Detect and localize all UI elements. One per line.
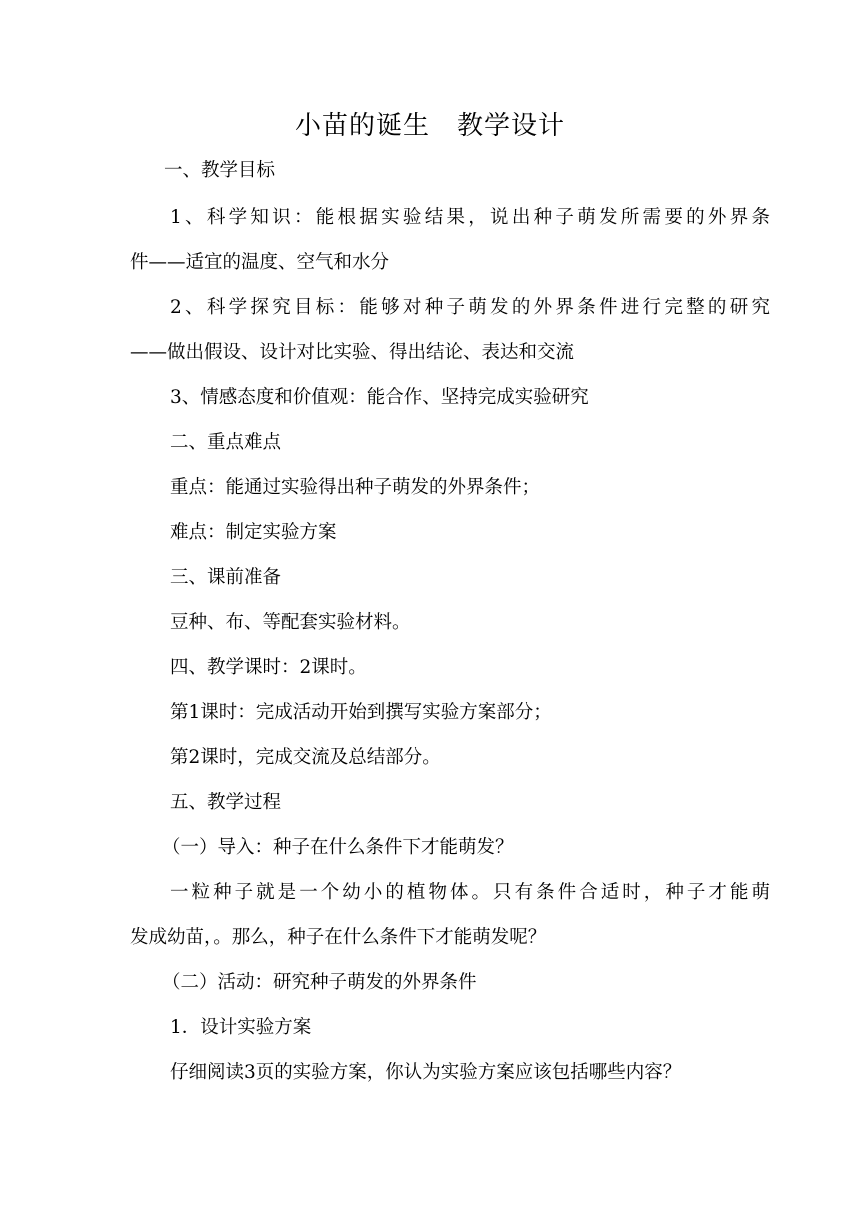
paragraph-lesson-2: 第2课时，完成交流及总结部分。	[170, 747, 441, 768]
heading-activity: （二）活动：研究种子萌发的外界条件	[162, 972, 477, 993]
paragraph-materials: 豆种、布、等配套实验材料。	[170, 612, 411, 633]
paragraph-key-point: 重点：能通过实验得出种子萌发的外界条件；	[170, 477, 541, 498]
paragraph-knowledge-line-2: 件——适宜的温度、空气和水分	[130, 252, 390, 273]
paragraph-attitude: 3、情感态度和价值观：能合作、坚持完成实验研究	[170, 387, 589, 408]
heading-teaching-process: 五、教学过程	[170, 792, 282, 813]
paragraph-introduction-line-2: 发成幼苗，。那么，种子在什么条件下才能萌发呢？	[130, 927, 547, 948]
heading-lesson-hours: 四、教学课时：2课时。	[170, 657, 367, 678]
heading-introduction: （一）导入：种子在什么条件下才能萌发？	[162, 837, 514, 858]
document-title: 小苗的诞生 教学设计	[294, 111, 565, 141]
paragraph-read-plan: 仔细阅读3页的实验方案，你认为实验方案应该包括哪些内容？	[170, 1062, 682, 1083]
paragraph-inquiry-line-2: ——做出假设、设计对比实验、得出结论、表达和交流	[130, 342, 575, 363]
heading-design-plan: 1．设计实验方案	[170, 1017, 312, 1038]
paragraph-introduction-line-1: 一粒种子就是一个幼小的植物体。只有条件合适时，种子才能萌	[170, 882, 770, 903]
paragraph-knowledge-line-1: 1、科学知识：能根据实验结果，说出种子萌发所需要的外界条	[170, 207, 770, 228]
heading-objectives: 一、教学目标	[164, 160, 276, 181]
heading-preparation: 三、课前准备	[170, 567, 282, 588]
paragraph-difficulty: 难点：制定实验方案	[170, 522, 337, 543]
paragraph-inquiry-line-1: 2、科学探究目标：能够对种子萌发的外界条件进行完整的研究	[170, 297, 770, 318]
paragraph-lesson-1: 第1课时：完成活动开始到撰写实验方案部分；	[170, 702, 552, 723]
heading-key-points: 二、重点难点	[170, 432, 282, 453]
